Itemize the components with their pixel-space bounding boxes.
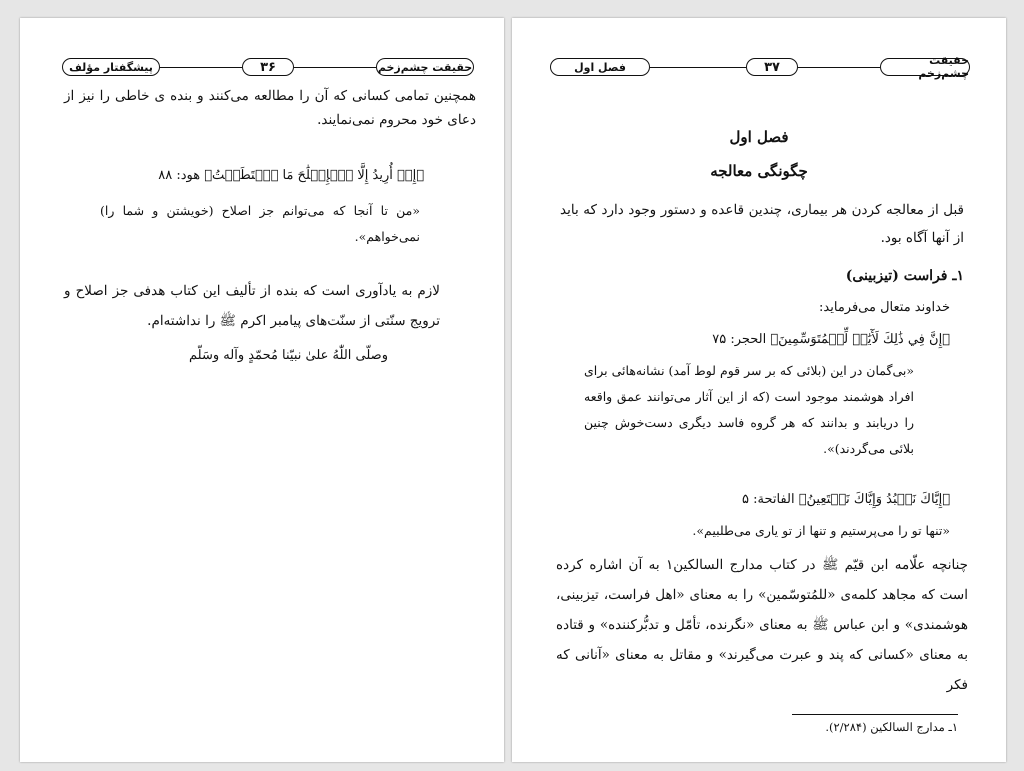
footnote: ۱ـ مدارج السالکین (۲/۲۸۴).	[825, 720, 958, 734]
quran-verse: ﴿إِنۡ أُرِيدُ إِلَّا ٱلۡإِصۡلَٰحَ مَا ٱسۡتَطَعۡتُ﴾ هود: ۸۸	[158, 168, 424, 183]
page-number: ۳۷	[746, 58, 798, 76]
paragraph: همچنین تمامی کسانی که آن را مطالعه می‌کنند و بنده ی خاطی را نیز از دعای خود محروم نمی‌نمایند.	[64, 88, 476, 128]
page-header	[20, 58, 504, 78]
chapter-title: فصل اول	[729, 128, 789, 146]
section-heading: ۱ـ فراست (تیزبینی)	[845, 268, 964, 284]
header-rule	[160, 67, 242, 68]
paragraph: چنانچه علّامه ابن قیّم ﷺ در کتاب مدارج السالکین۱ به آن اشاره کرده است که مجاهد کلمه‌ی «للمُتوسّمین» را به معنای «اهل فراست، تیزبینی، هوشمندی» و ابن عباس ﷺ به معنای «نگرنده، تأمّل و تدبُّرکننده» و قتاده به معنای «کسانی که پند و عبرت می‌گیرند» و مقاتل به معنای «آنانی که فکر	[556, 557, 968, 693]
header-title: حقیقت چشم‌زخم	[376, 58, 474, 76]
paragraph: لازم به یادآوری است که بنده از تألیف این کتاب هدفی جز اصلاح و ترویج سنّتی از سنّت‌های پیامبر اکرم ﷺ را نداشته‌ام.	[64, 283, 440, 329]
salawat: وصلّى اللّٰهُ علىٰ نبيّنا مُحمّدٍ وآله وسَلّم	[189, 348, 388, 363]
header-section: فصل اول	[550, 58, 650, 76]
left-page	[20, 18, 504, 762]
verse-translation: «تنها تو را می‌پرستیم و تنها از تو یاری می‌طلبیم».	[692, 523, 950, 538]
lead-line: خداوند متعال می‌فرماید:	[819, 300, 950, 315]
header-rule	[650, 67, 746, 68]
page-header	[512, 54, 1006, 80]
right-page	[512, 18, 1006, 762]
quran-verse: ﴿إِنَّ فِي ذَٰلِكَ لَأٓيَٰتٖ لِّلۡمُتَوَسِّمِينَ﴾ الحجر: ۷۵	[712, 332, 950, 347]
verse-translation: «بی‌گمان در این (بلائی که بر سر قوم لوط آمد) نشانه‌هائی برای افراد هوشمند موجود است (که از این آثار می‌توانند عمق واقعه را دریابند و بدانند که هر گروه فاسد دیگری دست‌خوش چنین بلائی می‌گردند)».	[584, 363, 914, 456]
header-rule	[294, 67, 376, 68]
paragraph: قبل از معالجه کردن هر بیماری، چندین قاعده و دستور وجود دارد که باید از آنها آگاه بود.	[560, 202, 964, 246]
header-title: حقیقت چشم‌زخم	[880, 58, 970, 76]
page-number: ۳۶	[242, 58, 294, 76]
quran-verse: ﴿إِيَّاكَ نَعۡبُدُ وَإِيَّاكَ نَسۡتَعِينُ﴾ الفاتحة: ۵	[741, 492, 950, 507]
header-section: پیشگفتار مؤلف	[62, 58, 160, 76]
header-rule	[798, 67, 880, 68]
chapter-subtitle: چگونگی معالجه	[710, 162, 808, 180]
footnote-rule	[792, 714, 958, 715]
verse-translation: «من تا آنجا که می‌توانم جز اصلاح (خویشتن و شما را) نمی‌خواهم».	[100, 203, 420, 244]
